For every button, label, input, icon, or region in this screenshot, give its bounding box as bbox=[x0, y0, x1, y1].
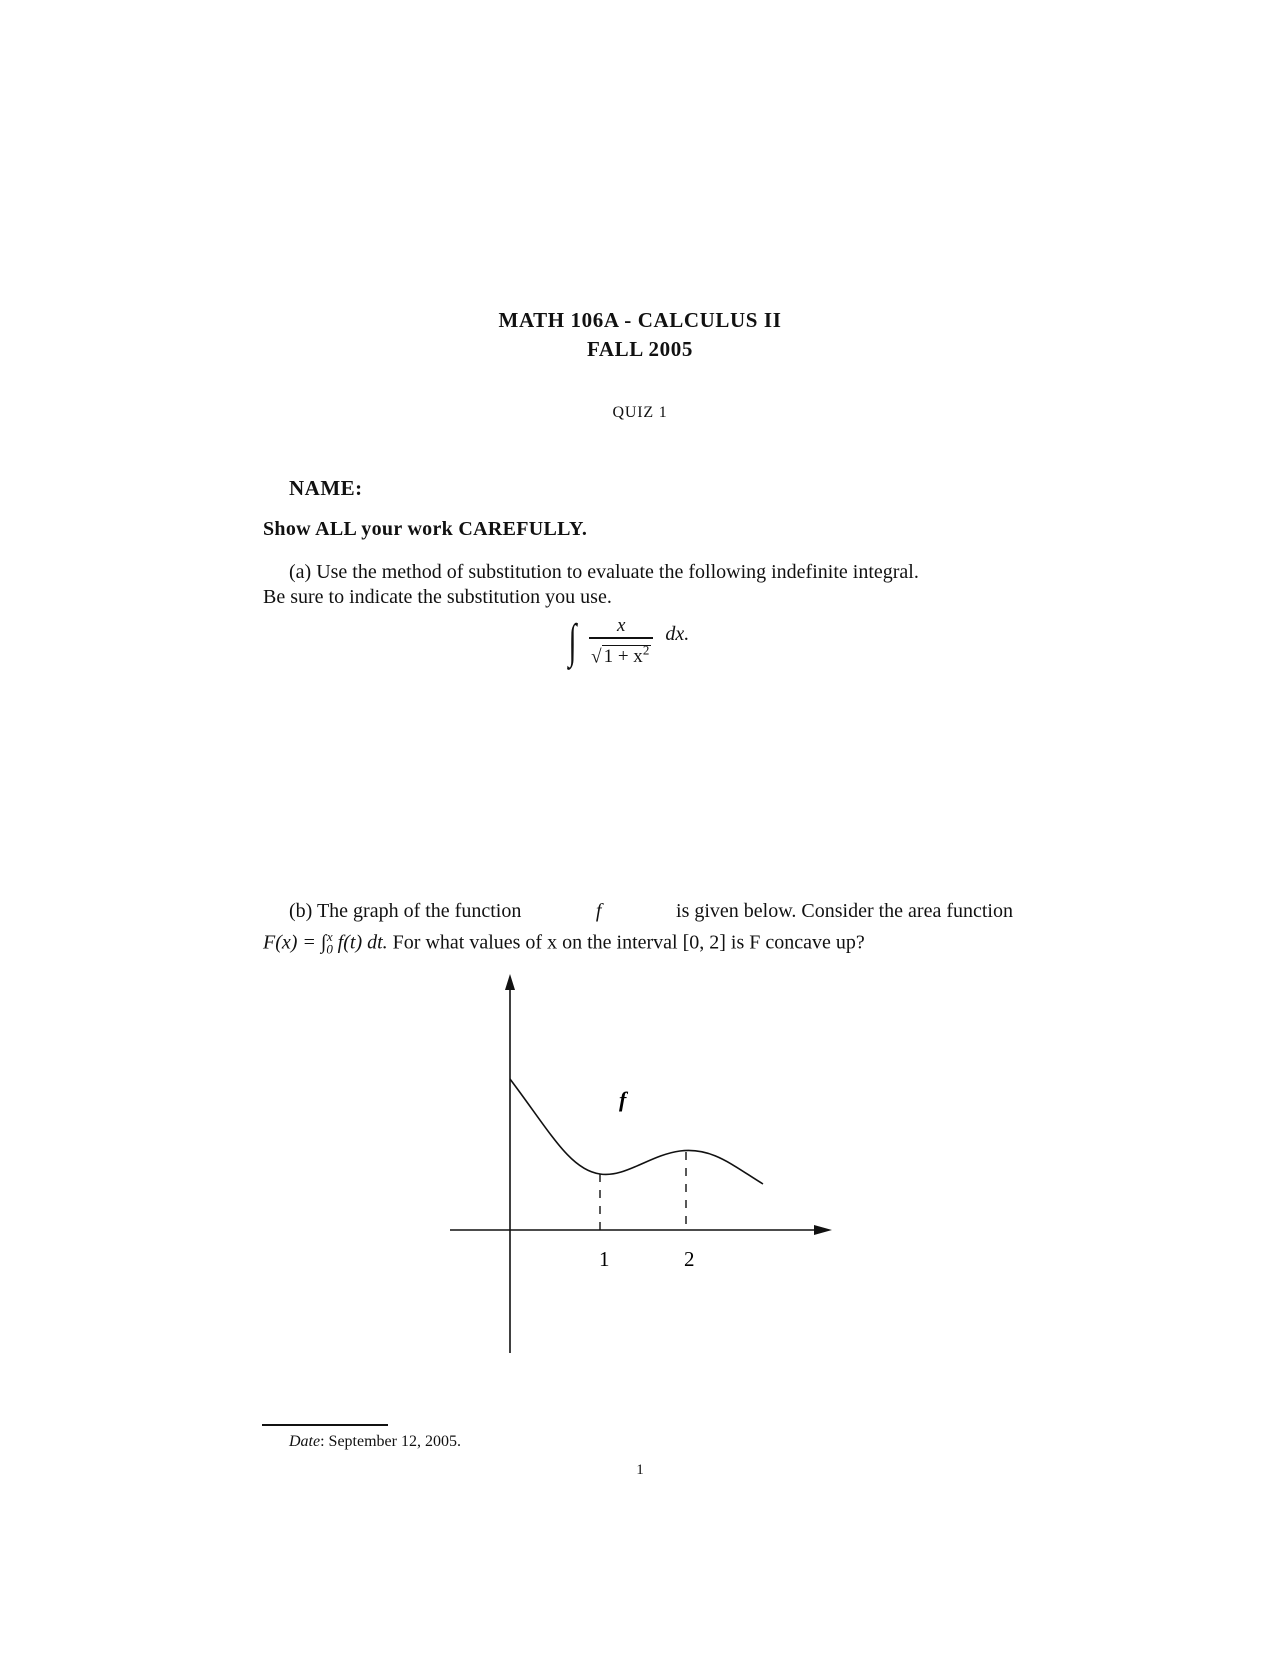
part-a-text bbox=[263, 560, 1013, 610]
area-function: F(x) = ∫ bbox=[263, 931, 327, 954]
part-a-line1: (a) Use the method of substitution to evaluate the following indefinite integral. bbox=[289, 561, 919, 583]
part-b-line2 bbox=[263, 924, 1013, 962]
area-integrand: f(t) dt. bbox=[337, 931, 388, 954]
radicand: 1 + x bbox=[603, 645, 643, 667]
part-b-question: For what values of x on the interval [0, 2] is F concave up? bbox=[392, 931, 865, 954]
part-b-f: f bbox=[595, 900, 602, 922]
course-term: FALL 2005 bbox=[587, 337, 693, 361]
integral-sign: ∫ bbox=[568, 615, 577, 668]
integrand-numerator: x bbox=[617, 615, 626, 637]
page-number: 1 bbox=[636, 1462, 644, 1478]
name-label: NAME: bbox=[289, 476, 363, 500]
radicand-exponent: 2 bbox=[642, 642, 650, 658]
course-title bbox=[0, 306, 1280, 364]
part-b-label: (b) The graph of the function bbox=[289, 900, 522, 922]
part-a-line2: Be sure to indicate the substitution you use. bbox=[263, 586, 612, 608]
part-b-line1-rest: is given below. Consider the area function bbox=[676, 900, 1013, 922]
tick-label-2: 2 bbox=[684, 1247, 695, 1271]
area-upper-limit: x bbox=[326, 929, 333, 944]
function-curve bbox=[510, 1079, 763, 1184]
integral-expression bbox=[566, 612, 689, 672]
footnote bbox=[289, 1433, 461, 1451]
function-graph bbox=[420, 960, 840, 1360]
curve-label: f bbox=[619, 1087, 627, 1112]
footnote-text: : September 12, 2005. bbox=[320, 1433, 461, 1450]
y-axis-arrow bbox=[505, 974, 515, 990]
x-axis-arrow bbox=[814, 1225, 832, 1235]
footnote-label: Date bbox=[289, 1433, 321, 1450]
course-name: MATH 106A - CALCULUS II bbox=[498, 308, 782, 332]
footnote-rule bbox=[262, 1424, 388, 1426]
area-lower-limit: 0 bbox=[326, 941, 333, 957]
quiz-label: QUIZ 1 bbox=[612, 404, 668, 421]
part-b-line1 bbox=[263, 899, 1013, 924]
instructions: Show ALL your work CAREFULLY. bbox=[263, 518, 588, 540]
integrand-fraction bbox=[589, 615, 653, 669]
part-b-text bbox=[263, 899, 1013, 962]
integrand-denominator: √ $1 + x^2$ bbox=[591, 642, 650, 667]
tick-label-1: 1 bbox=[599, 1247, 610, 1271]
differential: dx. bbox=[665, 622, 690, 645]
